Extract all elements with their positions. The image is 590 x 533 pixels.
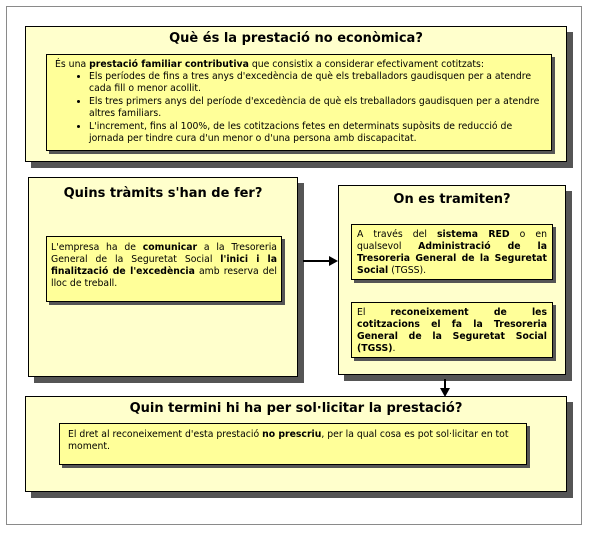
procedures-bold: comunicar [142, 242, 198, 253]
what-is-list [55, 71, 543, 145]
what-is-intro-bold: prestació familiar contributiva [89, 59, 249, 70]
procedures-bold: l'inici i la finalització de l'excedència [51, 254, 278, 277]
procedures-content [46, 236, 282, 302]
what-is-intro [55, 59, 543, 71]
deadline-title: Quin termini hi ha per sol·licitar la prestació? [129, 401, 463, 416]
what-is-item: • Els períodes de fins a tres anys d'excedència de què els treballadors gaudisquen per a atendre cada fill o menor acollit. [89, 71, 543, 95]
where-text: o en qualsevol [357, 229, 547, 252]
where-text: . [392, 343, 396, 354]
where-bold: Administració de la Tresoreria General de la Seguretat Social [357, 241, 547, 276]
procedures-text: L'empresa ha de [51, 242, 143, 253]
where-text: A través del [357, 229, 437, 240]
procedures-text: amb reserva del lloc de treball. [51, 266, 277, 289]
deadline-bold: no prescriu [262, 429, 322, 440]
where-content-1 [351, 224, 553, 280]
what-is-title: Què és la prestació no econòmica? [169, 31, 423, 46]
procedures-box [28, 177, 298, 377]
what-is-box [25, 26, 567, 162]
deadline-content [59, 423, 527, 465]
where-text: (TGSS). [388, 265, 427, 276]
procedures-title: Quins tràmits s'han de fer? [63, 186, 263, 201]
where-text: El [357, 307, 391, 318]
arrow-right-icon [302, 255, 338, 267]
deadline-text: El dret al reconeixement d'esta prestació [68, 429, 263, 440]
what-is-item: • Els tres primers anys del període d'excedència de què els treballadors gaudisquen per a atendre altres familiars. [89, 96, 543, 120]
where-box [338, 185, 566, 375]
what-is-intro-text-end: que consistix a considerar efectivament cotitzats: [248, 59, 485, 70]
what-is-intro-text: És una [55, 59, 90, 70]
where-content-2 [351, 302, 553, 358]
deadline-text: , per la qual cosa es pot sol·licitar en tot moment. [68, 429, 509, 452]
deadline-box [25, 396, 567, 492]
where-bold: reconeixement de les cotitzacions el fa la Tresoreria General de la Seguretat Social (TGSS) [357, 307, 547, 354]
procedures-text: a la Tresoreria General de la Seguretat Social [51, 242, 277, 265]
what-is-content [46, 54, 552, 151]
where-bold: sistema RED [437, 229, 510, 240]
arrow-down-icon [439, 379, 451, 397]
what-is-item: • L'increment, fins al 100%, de les cotitzacions fetes en determinats supòsits de reducció de jornada per tindre cura d'un menor o d'una persona amb discapacitat. [89, 121, 543, 145]
where-title: On es tramiten? [393, 192, 511, 207]
